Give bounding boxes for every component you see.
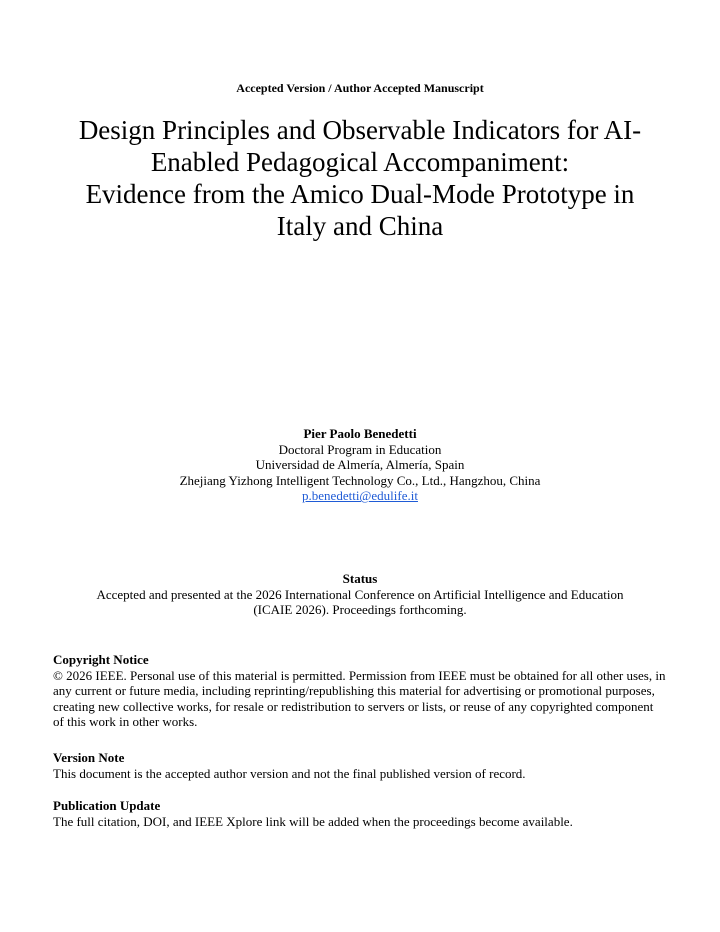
- copyright-notice-section: [53, 652, 667, 730]
- author-university: Universidad de Almería, Almería, Spain: [255, 457, 465, 473]
- publication-update-text: The full citation, DOI, and IEEE Xplore link will be added when the proceedings become available.: [53, 813, 573, 829]
- paper-title: [40, 114, 680, 242]
- status-text-line: (ICAIE 2026). Proceedings forthcoming.: [253, 602, 467, 618]
- author-company: Zhejiang Yizhong Intelligent Technology Co., Ltd., Hangzhou, China: [179, 472, 541, 488]
- author-name: Pier Paolo Benedetti: [303, 426, 417, 441]
- publication-update-heading: Publication Update: [53, 798, 161, 813]
- status-text-line: Accepted and presented at the 2026 International Conference on Artificial Intelligence and Education: [96, 586, 624, 602]
- copyright-text: © 2026 IEEE. Personal use of this material is permitted. Permission from IEEE must be obtained for all other uses, in any current or future media, including reprinting/republishing this material for advertising or promotional purposes, creating new collective works, for resale or redistribution to servers or lists, or reuse of any copyrighted component of this work in other works.: [53, 667, 666, 730]
- author-program: Doctoral Program in Education: [278, 441, 442, 457]
- version-note-text: This document is the accepted author version and not the final published version of record.: [53, 765, 526, 781]
- author-email-link[interactable]: p.benedetti@edulife.it: [302, 488, 418, 504]
- title-line: Enabled Pedagogical Accompaniment:: [150, 147, 570, 177]
- status-heading: Status: [342, 571, 378, 586]
- title-line: Design Principles and Observable Indicators for AI-: [78, 115, 642, 145]
- author-block: [0, 426, 720, 504]
- copyright-heading: Copyright Notice: [53, 652, 149, 667]
- manuscript-version-label: Accepted Version / Author Accepted Manuscript: [236, 81, 484, 95]
- version-note-section: [53, 750, 667, 781]
- version-note-heading: Version Note: [53, 750, 125, 765]
- publication-update-section: [53, 798, 667, 829]
- title-line: Italy and China: [276, 211, 444, 241]
- title-line: Evidence from the Amico Dual-Mode Prototype in: [85, 179, 635, 209]
- status-section: [0, 571, 720, 618]
